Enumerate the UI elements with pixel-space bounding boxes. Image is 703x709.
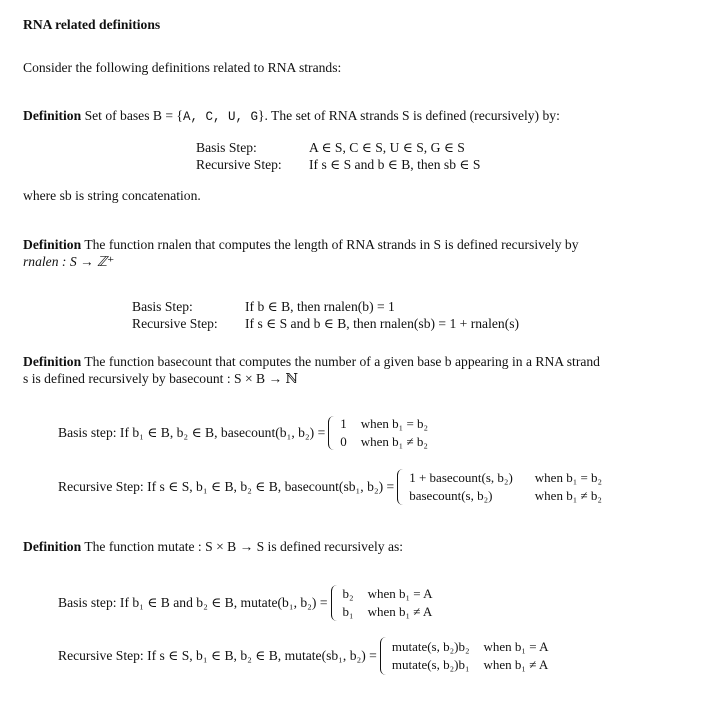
def4-recursive-equation <box>58 637 548 675</box>
def4-basis-equation <box>58 585 433 621</box>
left-brace <box>331 585 339 621</box>
case-condition: when b₁ = A <box>483 638 549 654</box>
definition-4 <box>23 539 403 556</box>
def2-recursive-body: If s ∈ S and b ∈ B, then rnalen(sb) = 1 + rnalen(s) <box>245 316 520 331</box>
def2-basis-body: If b ∈ B, then rnalen(b) = 1 <box>245 299 395 314</box>
left-brace <box>380 637 388 675</box>
def3-basis-equation <box>58 416 428 451</box>
definition-label: Definition <box>23 237 82 252</box>
def3-text-line1: The function basecount that computes the number of a given base b appearing in a RNA strand <box>84 354 600 369</box>
def1-basis-label: Basis Step: <box>196 140 257 155</box>
def2-text-line2: rnalen : S → ℤ⁺ <box>23 254 115 269</box>
definition-text-b: }. The set of RNA strands S is defined (recursively) by: <box>257 108 560 123</box>
definition-label: Definition <box>23 539 82 554</box>
def3-recursive-lhs: Recursive Step: If s ∈ S, b₁ ∈ B, b₂ ∈ B, basecount(sb₁, b₂) = <box>58 478 395 494</box>
def2-basis-label: Basis Step: <box>132 299 193 314</box>
def4-recursive-lhs: Recursive Step: If s ∈ S, b₁ ∈ B, b₂ ∈ B, mutate(sb₁, b₂) = <box>58 647 377 663</box>
case-condition: when b₁ ≠ A <box>483 657 549 672</box>
def1-footer: where sb is string concatenation. <box>23 188 201 203</box>
case-condition: when b₁ = b₂ <box>360 416 429 431</box>
definition-text-a: Set of bases B = { <box>84 108 183 123</box>
case-value: mutate(s, b₂)b₁ <box>391 657 470 672</box>
case-value: 0 <box>340 434 347 450</box>
case-condition: when b₁ ≠ b₂ <box>534 488 602 503</box>
def3-recursive-equation <box>58 469 602 505</box>
definition-label: Definition <box>23 354 82 369</box>
def1-basis-body: A ∈ S, C ∈ S, U ∈ S, G ∈ S <box>309 140 465 155</box>
intro-text: Consider the following definitions related to RNA strands: <box>23 60 342 75</box>
def4-text: The function mutate : S × B → S is defined recursively as: <box>84 539 404 554</box>
case-value: mutate(s, b₂)b₂ <box>391 638 470 654</box>
definition-2 <box>23 237 579 254</box>
definition-label: Definition <box>23 108 82 123</box>
page-title: RNA related definitions <box>23 17 161 32</box>
def2-recursive-label: Recursive Step: <box>132 316 218 331</box>
case-value: basecount(s, b₂) <box>409 488 493 503</box>
def3-basis-lhs: Basis step: If b₁ ∈ B, b₂ ∈ B, basecount(b₁, b₂) = <box>58 424 326 440</box>
case-condition: when b₁ = b₂ <box>534 469 603 485</box>
def4-basis-lhs: Basis step: If b₁ ∈ B and b₂ ∈ B, mutate(b₁, b₂) = <box>58 594 328 610</box>
case-condition: when b₁ ≠ b₂ <box>360 434 428 450</box>
bases-set: A, C, U, G <box>182 110 258 124</box>
definition-3 <box>23 354 600 371</box>
case-condition: when b₁ ≠ A <box>367 604 433 619</box>
case-value: 1 + basecount(s, b₂) <box>409 469 513 485</box>
case-value: b₁ <box>342 604 354 619</box>
def2-text-line1: The function rnalen that computes the length of RNA strands in S is defined recursively by <box>84 237 579 252</box>
case-value: b₂ <box>342 585 354 601</box>
case-value: 1 <box>340 416 347 431</box>
definition-1 <box>23 108 560 126</box>
def3-text-line2: s is defined recursively by basecount : S × B → ℕ <box>23 371 298 386</box>
case-condition: when b₁ = A <box>367 585 433 601</box>
def1-recursive-body: If s ∈ S and b ∈ B, then sb ∈ S <box>309 157 481 172</box>
def1-recursive-label: Recursive Step: <box>196 157 282 172</box>
left-brace <box>397 469 405 505</box>
left-brace <box>328 416 336 450</box>
